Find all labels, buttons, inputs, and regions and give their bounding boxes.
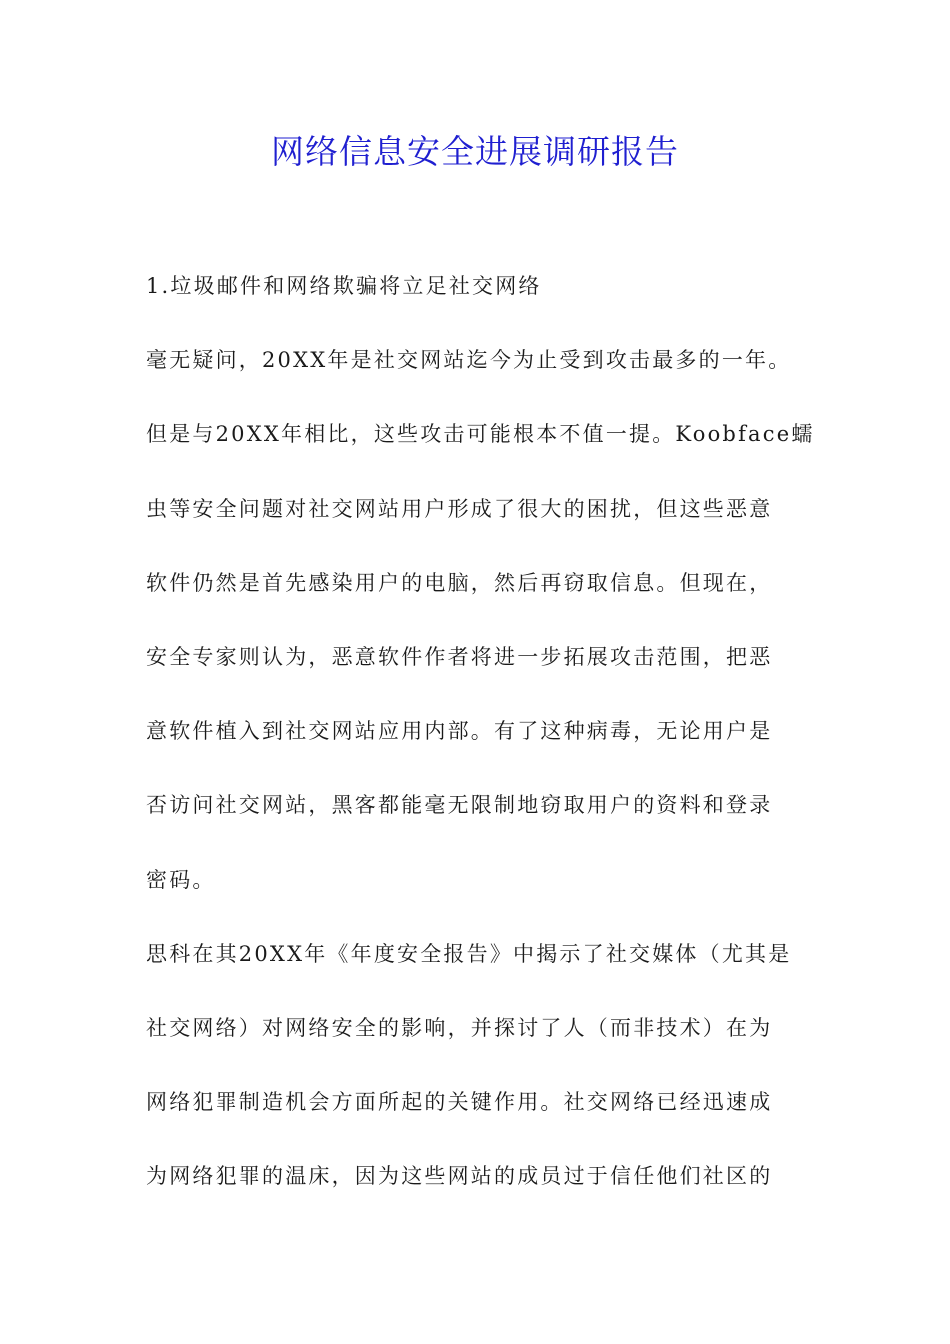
document-title: 网络信息安全进展调研报告 — [271, 132, 679, 171]
paragraph-line: 否访问社交网站，黑客都能毫无限制地窃取用户的资料和登录 — [146, 793, 773, 818]
paragraph-line: 毫无疑问，20XX年是社交网站迄今为止受到攻击最多的一年。 — [146, 348, 792, 373]
paragraph-line: 社交网络）对网络安全的影响，并探讨了人（而非技术）在为 — [146, 1015, 773, 1040]
paragraph-line: 密码。 — [146, 867, 216, 892]
paragraph-line: 软件仍然是首先感染用户的电脑，然后再窃取信息。但现在， — [146, 570, 773, 595]
paragraph-line: 意软件植入到社交网站应用内部。有了这种病毒，无论用户是 — [146, 719, 773, 744]
paragraph-line: 网络犯罪制造机会方面所起的关键作用。社交网络已经迅速成 — [146, 1090, 773, 1115]
paragraph-line: 安全专家则认为，恶意软件作者将进一步拓展攻击范围，把恶 — [146, 644, 773, 669]
paragraph-line: 虫等安全问题对社交网站用户形成了很大的困扰，但这些恶意 — [146, 496, 773, 521]
paragraph-line: 但是与20XX年相比，这些攻击可能根本不值一提。Koobface蠕 — [146, 422, 815, 447]
paragraph-line: 思科在其20XX年《年度安全报告》中揭示了社交媒体（尤其是 — [146, 941, 792, 966]
document-body — [146, 264, 816, 1228]
paragraph-line: 为网络犯罪的温床，因为这些网站的成员过于信任他们社区的 — [146, 1164, 773, 1189]
heading-line-1: 1.垃圾邮件和网络欺骗将立足社交网络 — [146, 274, 542, 298]
